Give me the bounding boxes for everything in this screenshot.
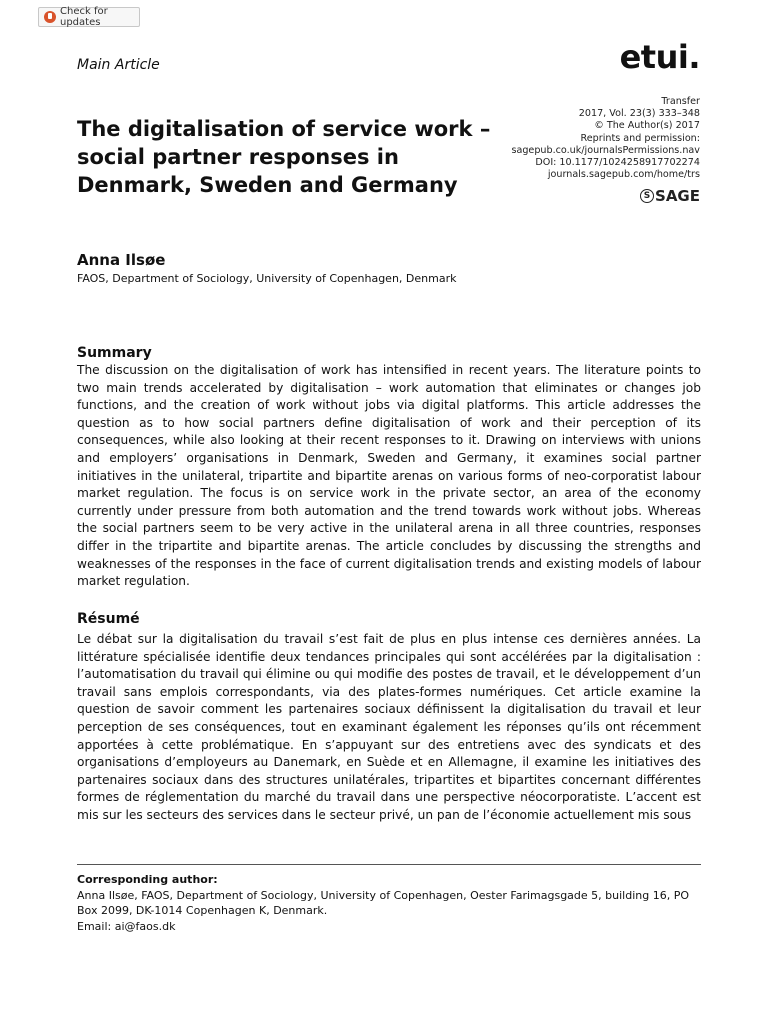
summary-heading: Summary — [77, 345, 152, 361]
journal-homepage-link[interactable]: journals.sagepub.com/home/trs — [547, 169, 700, 181]
summary-text: The discussion on the digitalisation of work has intensified in recent years. The literature points to two main trends accelerated by digitalisation – work automation that eliminates or changes job functions, and the creation of work without jobs via digital platforms. This article addresses the question as to how social partners define digitalisation of work and their perception of its consequences, while also looking at their recent responses to it. Drawing on interviews with unions and employers’ organisations in Denmark, Sweden and Germany, it examines social partner initiatives in the unilateral, tripartite and bipartite arenas on various forms of neo-corporatist labour market regulation. The focus is on service work in the private sector, an area of the economy currently under pressure from both automation and the trend towards work without jobs. Whereas the social partners seem to be very active in the unilateral arena in all three countries, responses differ in the tripartite and bipartite arenas. The article concludes by discussing the strengths and weaknesses of the responses in the face of current digitalisation trends and existing models of labour market regulation. — [77, 363, 701, 589]
check-for-updates-button[interactable] — [38, 7, 140, 27]
resume-heading: Résumé — [77, 611, 140, 627]
doi-link[interactable]: DOI: 10.1177/1024258917702274 — [535, 157, 700, 169]
permissions-link[interactable]: sagepub.co.uk/journalsPermissions.nav — [511, 144, 700, 156]
journal-meta — [511, 96, 700, 181]
journal-name: Transfer — [661, 96, 700, 107]
reprints-label: Reprints and permission: — [580, 132, 700, 144]
resume-text: Le débat sur la digitalisation du travail s’est fait de plus en plus intense ces dernières années. La littérature spécialisée identifie deux tendances principales qui sont accélérées par la digitalisation : l’automatisation du travail qui élimine ou qui modifie des postes de travail, et le développement d’un travail sans emplois correspondants, via des plates-formes numériques. Cet article examine la question de savoir comment les partenaires sociaux définissent la digitalisation du travail et leur perception de ses conséquences, tout en examinant également les réponses qu’ils ont récemment apportées à cette problématique. En s’appuyant sur des entretiens avec des syndicats et des organisations d’employeurs au Danemark, en Suède et en Allemagne, il examine les initiatives des partenaires sociaux dans des structures unilatérales, tripartites et bipartites concernant différentes formes de réglementation du marché du travail dans une perspective néocorporatiste. L’accent est mis sur les secteurs des services dans le secteur privé, un pan de l’économie actuellement mis sous — [77, 632, 701, 822]
journal-volume: 2017, Vol. 23(3) 333–348 — [578, 108, 700, 120]
corresponding-author-heading: Corresponding author: — [77, 873, 218, 886]
sage-logo-text: SAGE — [655, 187, 700, 205]
footnote-divider — [77, 864, 701, 865]
check-for-updates-label: Check for updates — [60, 6, 108, 28]
author-name: Anna Ilsøe — [77, 251, 166, 269]
article-title: The digitalisation of service work – social partner responses in Denmark, Sweden and Germany — [77, 117, 491, 197]
corresponding-author-address: Anna Ilsøe, FAOS, Department of Sociology, University of Copenhagen, Oester Farimagsgade 5, building 16, PO Box 2099, DK-1014 Copenhagen K, Denmark. — [77, 888, 689, 917]
copyright-line: © The Author(s) 2017 — [594, 120, 700, 132]
corresponding-author-footnote — [77, 872, 701, 934]
article-type: Main Article — [77, 57, 160, 73]
bookmark-icon — [44, 11, 56, 23]
publisher-logo: etui. — [619, 38, 700, 76]
corresponding-author-email[interactable]: Email: ai@faos.dk — [77, 919, 176, 933]
sage-emblem-icon: S — [640, 189, 654, 203]
author-affiliation: FAOS, Department of Sociology, University of Copenhagen, Denmark — [77, 272, 457, 285]
sage-logo — [640, 187, 700, 205]
